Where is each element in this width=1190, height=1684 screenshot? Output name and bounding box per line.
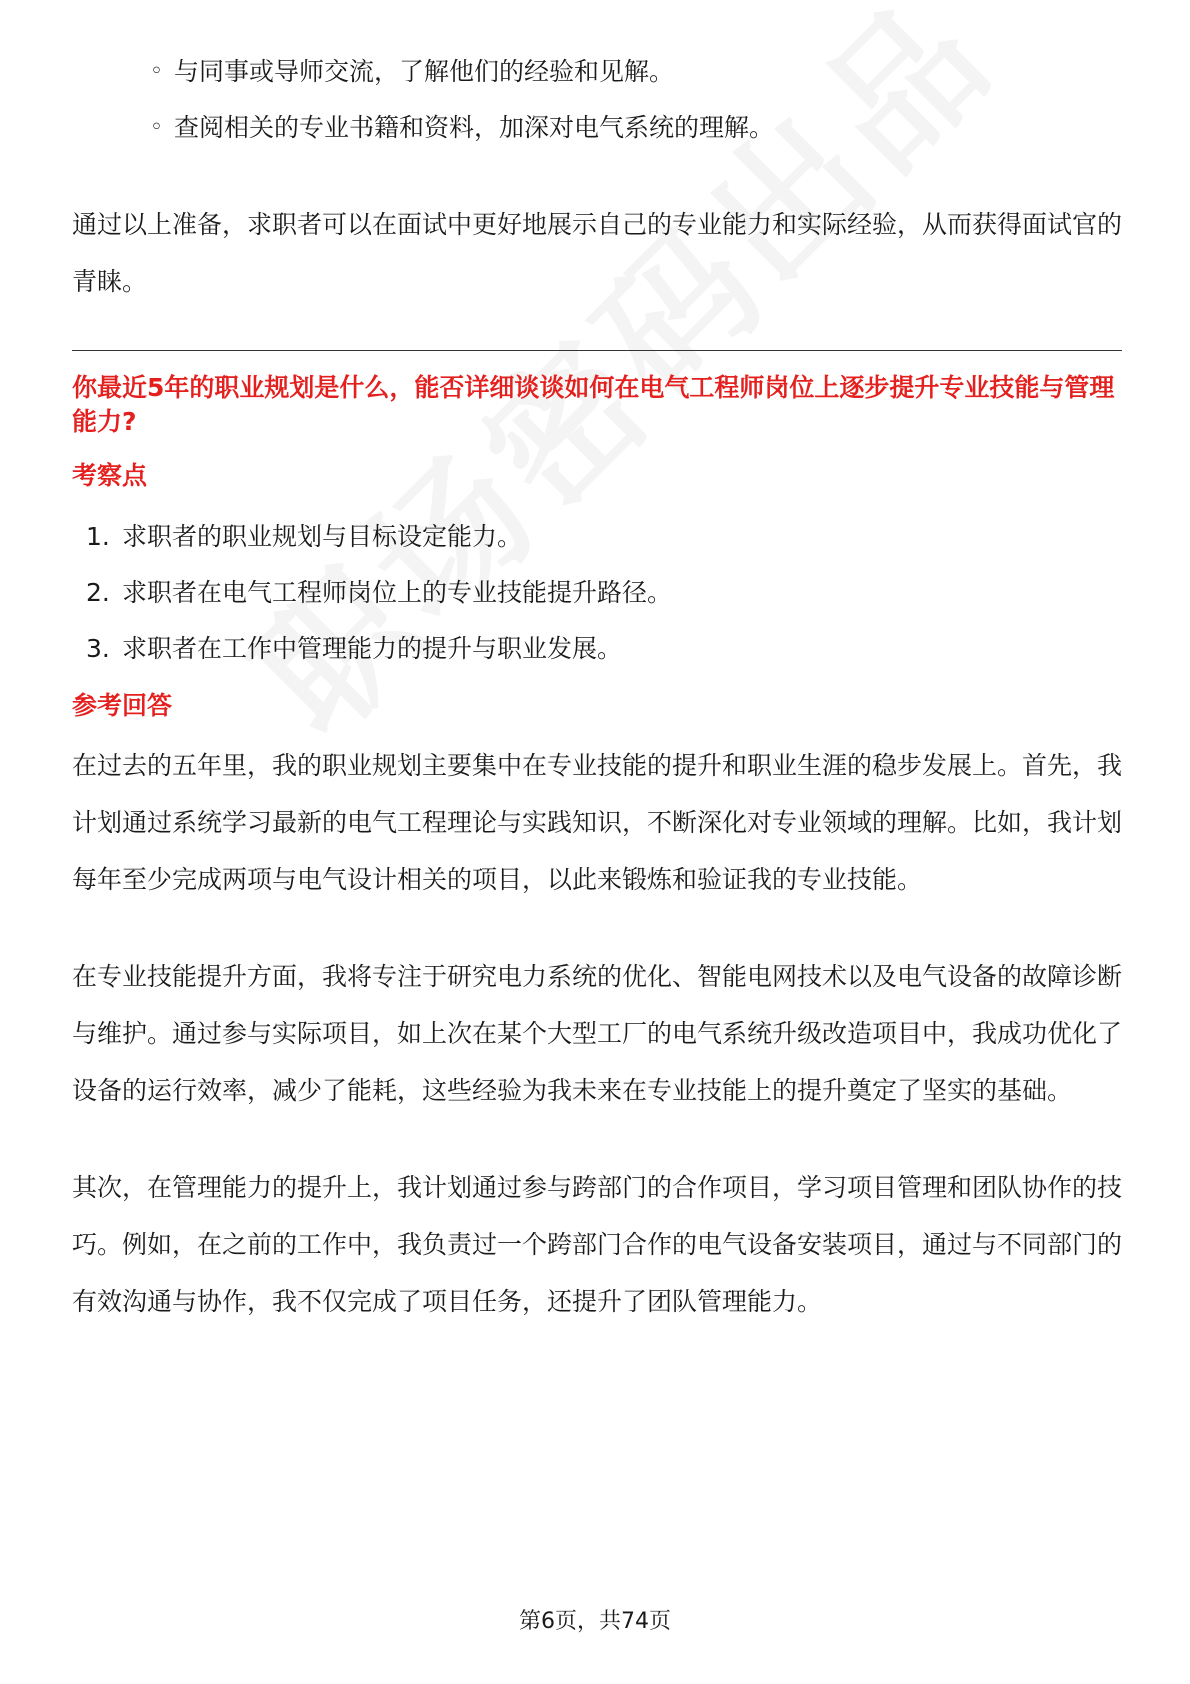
list-item xyxy=(150,56,1122,88)
answer-paragraph: 在过去的五年里，我的职业规划主要集中在专业技能的提升和职业生涯的稳步发展上。首先，我计划通过系统学习最新的电气工程理论与实践知识，不断深化对专业领域的理解。比如，我计划每年至少完成两项与电气设计相关的项目，以此来锻炼和验证我的专业技能。 xyxy=(72,751,1123,894)
section-divider xyxy=(72,350,1122,351)
list-number: 3. xyxy=(86,634,110,663)
list-number: 1. xyxy=(86,522,110,551)
page-content xyxy=(72,56,1122,1330)
points-list xyxy=(72,521,1122,665)
intro-bullet-list xyxy=(72,56,1122,144)
list-item-text: 查阅相关的专业书籍和资料，加深对电气系统的理解。 xyxy=(174,113,775,142)
answer-paragraph: 在专业技能提升方面，我将专注于研究电力系统的优化、智能电网技术以及电气设备的故障诊断与维护。通过参与实际项目，如上次在某个大型工厂的电气系统升级改造项目中，我成功优化了设备的运行效率，减少了能耗，这些经验为我未来在专业技能上的提升奠定了坚实的基础。 xyxy=(72,962,1123,1105)
bullet-marker: ◦ xyxy=(150,59,163,84)
list-item-text: 与同事或导师交流，了解他们的经验和见解。 xyxy=(174,57,675,86)
list-item xyxy=(86,633,1122,665)
list-item-text: 求职者在电气工程师岗位上的专业技能提升路径。 xyxy=(122,578,673,607)
list-number: 2. xyxy=(86,578,110,607)
answer-paragraph: 其次，在管理能力的提升上，我计划通过参与跨部门的合作项目，学习项目管理和团队协作的技巧。例如，在之前的工作中，我负责过一个跨部门合作的电气设备安装项目，通过与不同部门的有效沟通与协作，我不仅完成了项目任务，还提升了团队管理能力。 xyxy=(72,1173,1123,1316)
points-label: 考察点 xyxy=(72,461,148,490)
intro-summary-paragraph: 通过以上准备，求职者可以在面试中更好地展示自己的专业能力和实际经验，从而获得面试官的青睐。 xyxy=(72,210,1123,296)
list-item xyxy=(86,577,1122,609)
bullet-marker: ◦ xyxy=(150,115,163,140)
question-heading: 你最近5年的职业规划是什么，能否详细谈谈如何在电气工程师岗位上逐步提升专业技能与管理能力? xyxy=(72,373,1115,436)
list-item xyxy=(150,112,1122,144)
list-item-text: 求职者在工作中管理能力的提升与职业发展。 xyxy=(122,634,623,663)
answer-label: 参考回答 xyxy=(72,691,173,720)
page-footer: 第6页，共74页 xyxy=(519,1609,671,1634)
list-item xyxy=(86,521,1122,553)
list-item-text: 求职者的职业规划与目标设定能力。 xyxy=(122,522,523,551)
